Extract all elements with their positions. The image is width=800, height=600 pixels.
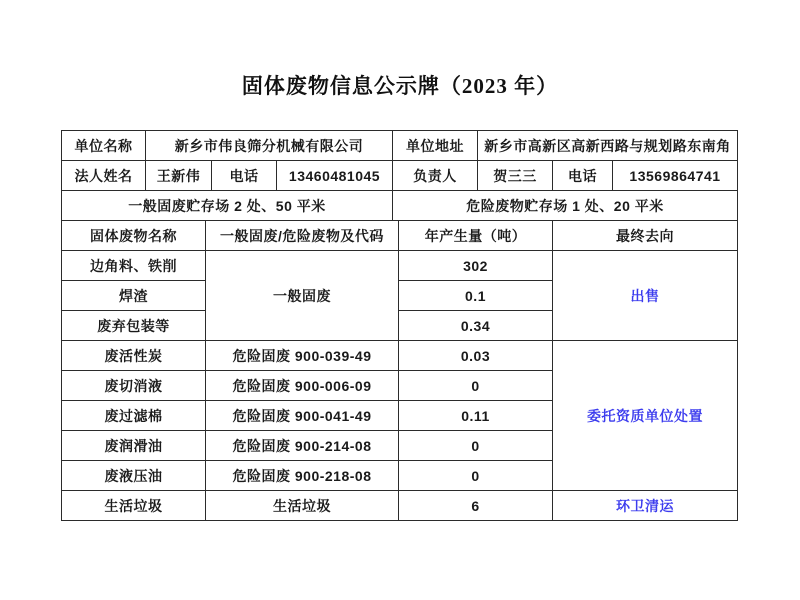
waste-name-cell: 边角料、铁削 bbox=[62, 251, 206, 281]
waste-row bbox=[62, 491, 738, 521]
waste-code-cell: 危险固废 900-006-09 bbox=[206, 371, 399, 401]
waste-name-cell: 废润滑油 bbox=[62, 431, 206, 461]
hazardous-storage-note-cell: 危险废物贮存场 1 处、20 平米 bbox=[393, 191, 738, 221]
waste-amount-cell: 6 bbox=[399, 491, 553, 521]
phone2-cell: 13569864741 bbox=[613, 161, 738, 191]
waste-amount-cell: 0.1 bbox=[399, 281, 553, 311]
waste-amount-cell: 0 bbox=[399, 371, 553, 401]
phone1-label-cell: 电话 bbox=[212, 161, 277, 191]
waste-code-cell: 生活垃圾 bbox=[206, 491, 399, 521]
waste-destination-cell: 环卫清运 bbox=[553, 491, 738, 521]
waste-amount-cell: 0 bbox=[399, 461, 553, 491]
waste-destination-cell: 出售 bbox=[553, 251, 738, 341]
waste-amount-cell: 0.11 bbox=[399, 401, 553, 431]
row-storage-notes bbox=[62, 191, 738, 221]
phone2-label-cell: 电话 bbox=[553, 161, 613, 191]
manager-cell: 贺三三 bbox=[478, 161, 553, 191]
manager-label-cell: 负责人 bbox=[393, 161, 478, 191]
waste-name-cell: 废活性炭 bbox=[62, 341, 206, 371]
unit-address-label-cell: 单位地址 bbox=[393, 131, 478, 161]
header-waste-amount: 年产生量（吨） bbox=[399, 221, 553, 251]
waste-name-cell: 焊渣 bbox=[62, 281, 206, 311]
unit-address-cell: 新乡市高新区高新西路与规划路东南角 bbox=[478, 131, 738, 161]
header-waste-name: 固体废物名称 bbox=[62, 221, 206, 251]
row-table-headers bbox=[62, 221, 738, 251]
row-unit-info bbox=[62, 131, 738, 161]
row-contacts bbox=[62, 161, 738, 191]
waste-name-cell: 废弃包装等 bbox=[62, 311, 206, 341]
waste-row bbox=[62, 341, 738, 371]
waste-code-cell: 危险固废 900-039-49 bbox=[206, 341, 399, 371]
waste-category-cell: 一般固废 bbox=[206, 251, 399, 341]
waste-amount-cell: 0.03 bbox=[399, 341, 553, 371]
waste-name-cell: 生活垃圾 bbox=[62, 491, 206, 521]
header-waste-destination: 最终去向 bbox=[553, 221, 738, 251]
legal-person-cell: 王新伟 bbox=[146, 161, 212, 191]
waste-code-cell: 危险固废 900-041-49 bbox=[206, 401, 399, 431]
legal-person-label-cell: 法人姓名 bbox=[62, 161, 146, 191]
page-title: 固体废物信息公示牌（2023 年） bbox=[241, 74, 559, 98]
phone1-cell: 13460481045 bbox=[277, 161, 393, 191]
waste-amount-cell: 0 bbox=[399, 431, 553, 461]
waste-name-cell: 废过滤棉 bbox=[62, 401, 206, 431]
waste-name-cell: 废液压油 bbox=[62, 461, 206, 491]
general-storage-note-cell: 一般固废贮存场 2 处、50 平米 bbox=[62, 191, 393, 221]
waste-amount-cell: 302 bbox=[399, 251, 553, 281]
unit-name-label-cell: 单位名称 bbox=[62, 131, 146, 161]
waste-row bbox=[62, 251, 738, 281]
waste-info-table bbox=[61, 130, 738, 521]
waste-code-cell: 危险固废 900-214-08 bbox=[206, 431, 399, 461]
waste-amount-cell: 0.34 bbox=[399, 311, 553, 341]
waste-code-cell: 危险固废 900-218-08 bbox=[206, 461, 399, 491]
waste-name-cell: 废切消液 bbox=[62, 371, 206, 401]
waste-destination-cell: 委托资质单位处置 bbox=[553, 341, 738, 491]
header-waste-code: 一般固废/危险废物及代码 bbox=[206, 221, 399, 251]
unit-name-cell: 新乡市伟良筛分机械有限公司 bbox=[146, 131, 393, 161]
